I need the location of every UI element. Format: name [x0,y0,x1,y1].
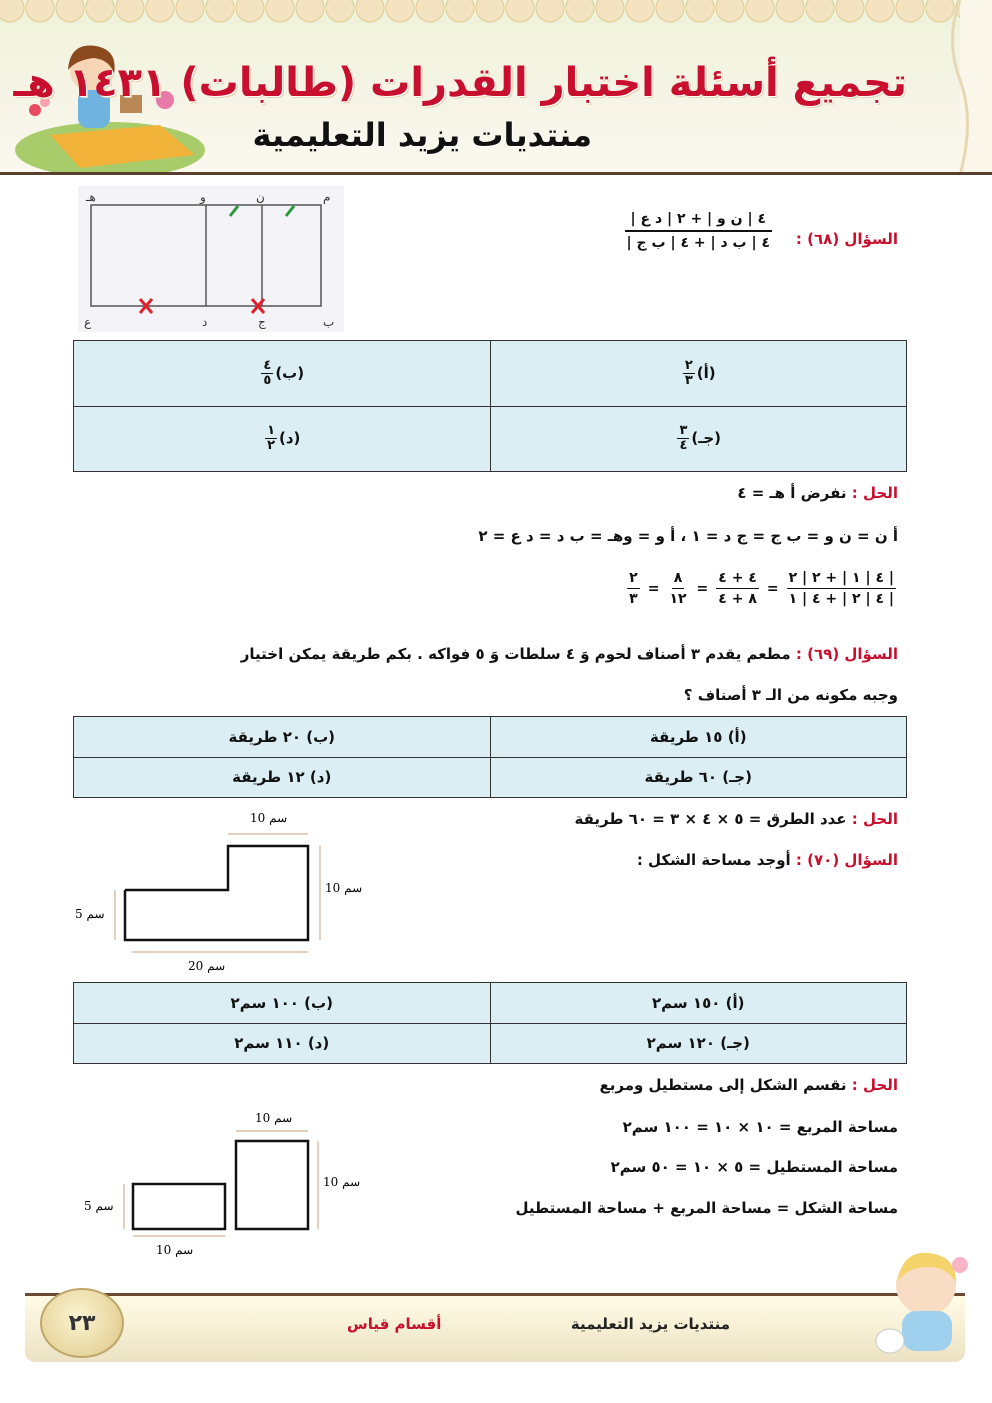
q69-solution: الحل : عدد الطرق = ٥ × ٤ × ٣ = ٦٠ طريقة [574,810,898,828]
q70-solution-1: الحل : نقسم الشكل إلى مستطيل ومربع [599,1076,898,1094]
q70-option-a[interactable]: (أ) ١٥٠ سم٢ [490,983,907,1024]
header-divider [0,0,992,175]
q68-solution-1: الحل : نفرض أ هـ = ٤ [737,484,898,502]
footer-site-name: منتديات يزيد التعليمية [570,1315,730,1333]
vertex-label: د [202,315,208,329]
q68-option-c[interactable]: (جـ) $\frac{٣}{٤}$ [490,406,907,472]
q68-fraction [621,211,776,251]
q70-option-c[interactable]: (جـ) ١٢٠ سم٢ [490,1023,907,1064]
q69-option-d[interactable]: (د) ١٢ طريقة [74,757,491,798]
page-title: تجميع أسئلة اختبار القدرات (طالبات) ١٤٣١ هـ [13,60,907,106]
page-footer [25,1293,965,1362]
baby-illustration [868,1245,980,1365]
q69-options-table [73,716,907,798]
page-subtitle: منتديات يزيد التعليمية [252,116,592,154]
dimension-label: 10 سم [250,811,288,825]
q68-option-b[interactable]: (ب) $\frac{٤}{٥}$ [74,341,491,407]
q70-solution-2: مساحة المربع = ١٠ × ١٠ = ١٠٠ سم٢ [622,1118,898,1136]
q68-options-table [73,340,907,472]
vertex-label: ع [84,315,92,329]
vertex-label: م [323,190,331,204]
q70-solution-4: مساحة الشكل = مساحة المربع + مساحة المستطيل [515,1199,898,1217]
q68-numerator: ٤ | ن و | + ٢ | د ع | [625,211,772,232]
q68-option-a[interactable]: (أ) $\frac{٢}{٣}$ [490,341,907,407]
page-number: ٢٣ [40,1288,124,1358]
q69-question-line-2: وجبه مكونه من الـ ٣ أصناف ؟ [683,686,898,704]
dimension-label: 10 سم [255,1111,293,1125]
q70-figure [70,806,380,978]
q68-denominator: ٤ | ب د | + ٤ | ب ج | [626,235,770,251]
vertex-label: ب [323,315,335,329]
footer-section-name: أقسام قياس [347,1315,442,1333]
q69-question-line-1: السؤال (٦٩) : مطعم يقدم ٣ أصناف لحوم وَ ٤ سلطات وَ ٥ فواكه . بكم طريقة يمكن اختيار [240,645,898,663]
q69-option-b[interactable]: (ب) ٢٠ طريقة [74,717,491,758]
dimension-label: 5 سم [75,907,105,921]
dimension-label: 10 سم [323,1175,361,1189]
q70-options-table [73,982,907,1064]
q70-question: السؤال (٧٠) : أوجد مساحة الشكل : [636,851,898,869]
q70-option-d[interactable]: (د) ١١٠ سم٢ [74,1023,491,1064]
vertex-label: هـ [86,190,96,204]
q68-calculation: $\frac{٤ | ١ | + ٢ | ٢ |}{٤ | ٢ | + ٤ | ١ |}$ = $\frac{٤ + ٤}{٨ + ٤}$ = $\frac{٨}{١٢}$ = $\frac{٢}{٣}$ [629,570,894,607]
q68-option-d[interactable]: (د) $\frac{١}{٢}$ [74,406,491,472]
q69-option-a[interactable]: (أ) ١٥ طريقة [490,717,907,758]
vertex-label: ن [256,190,265,204]
vertex-label: ج [258,315,266,329]
q70-solution-3: مساحة المستطيل = ٥ × ١٠ = ٥٠ سم٢ [610,1158,898,1176]
q68-solution-2: أ ن = ن و = ب ج = ج د = ١ ، أ و = وهـ = ب د = د ع = ٢ [478,527,898,545]
dimension-label: 5 سم [84,1199,114,1213]
dimension-label: 10 سم [325,881,363,895]
q70-split-figure [70,1104,380,1264]
q68-figure [78,186,344,332]
vertex-label: و [200,190,206,204]
q69-option-c[interactable]: (جـ) ٦٠ طريقة [490,757,907,798]
q70-option-b[interactable]: (ب) ١٠٠ سم٢ [74,983,491,1024]
q68-label: السؤال (٦٨) : [795,230,898,248]
dimension-label: 10 سم [156,1243,194,1257]
dimension-label: 20 سم [188,959,226,973]
